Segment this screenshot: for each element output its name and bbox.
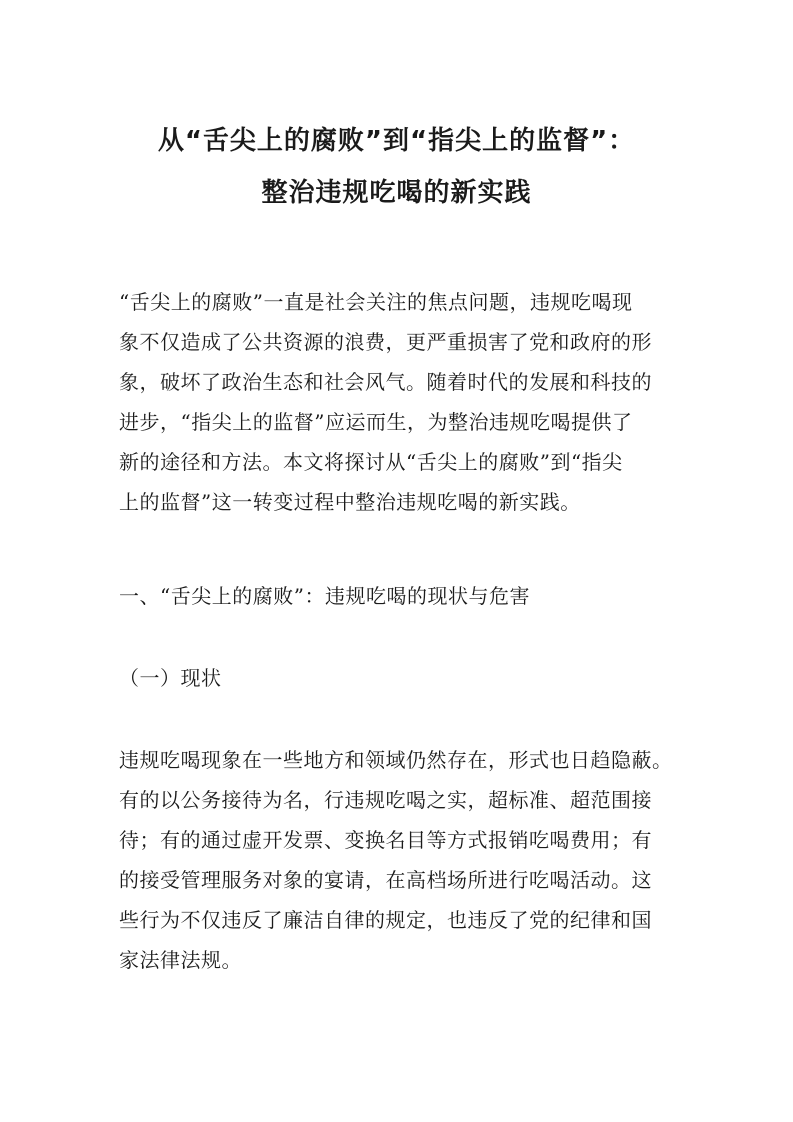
document-title-line-1: 从“舌尖上的腐败”到“指尖上的监督”：	[157, 126, 636, 156]
intro-line-5: 新的途径和方法。本文将探讨从“舌尖上的腐败”到“指尖	[119, 450, 623, 474]
intro-line-3: 象，破坏了政治生态和社会风气。随着时代的发展和科技的	[119, 370, 652, 394]
section-heading: 一、“舌尖上的腐败”：违规吃喝的现状与危害	[119, 584, 530, 608]
body-line-6: 家法律法规。	[119, 948, 242, 972]
body-paragraph	[119, 740, 709, 980]
intro-paragraph	[119, 282, 679, 522]
intro-line-6: 上的监督”这一转变过程中整治违规吃喝的新实践。	[119, 490, 581, 514]
body-line-3: 待；有的通过虚开发票、变换名目等方式报销吃喝费用；有	[119, 828, 652, 852]
body-line-1: 违规吃喝现象在一些地方和领域仍然存在，形式也日趋隐蔽。	[119, 748, 673, 772]
intro-line-1: “舌尖上的腐败”一直是社会关注的焦点问题，违规吃喝现	[119, 290, 633, 314]
body-line-5: 些行为不仅违反了廉洁自律的规定，也违反了党的纪律和国	[119, 908, 652, 932]
intro-line-2: 象不仅造成了公共资源的浪费，更严重损害了党和政府的形	[119, 330, 652, 354]
document-title-line-2: 整治违规吃喝的新实践	[261, 178, 532, 208]
subsection-heading: （一）现状	[119, 666, 222, 690]
body-line-2: 有的以公务接待为名，行违规吃喝之实，超标准、超范围接	[119, 788, 652, 812]
intro-line-4: 进步，“指尖上的监督”应运而生，为整治违规吃喝提供了	[119, 410, 633, 434]
body-line-4: 的接受管理服务对象的宴请，在高档场所进行吃喝活动。这	[119, 868, 652, 892]
